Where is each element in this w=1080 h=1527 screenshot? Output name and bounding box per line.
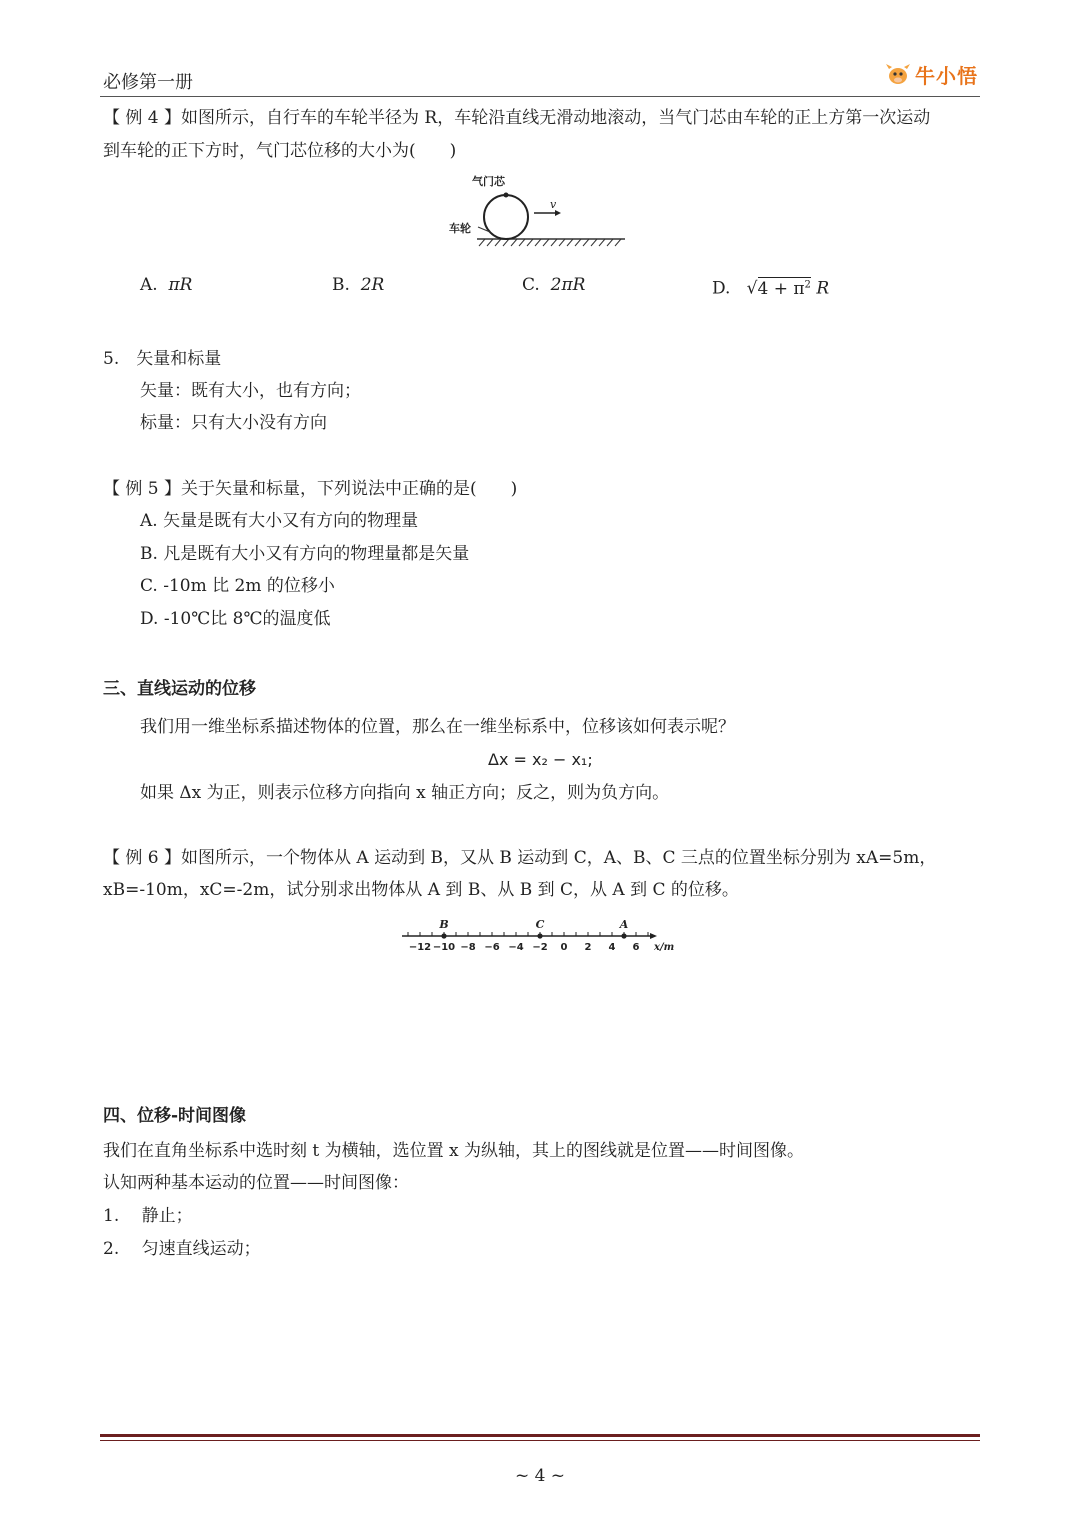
axis-tick-label: −8 <box>460 942 476 953</box>
example-5-question: 【 例 5 】关于矢量和标量，下列说法中正确的是( ) <box>103 479 518 499</box>
page-number: ~ 4 ~ <box>514 1466 566 1486</box>
axis-tick-label: −10 <box>432 942 456 953</box>
axis-tick-label: −6 <box>484 942 500 953</box>
example-5-option-b: B. 凡是既有大小又有方向的物理量都是矢量 <box>140 544 470 564</box>
section-4-item-1: 1. 静止； <box>103 1206 193 1226</box>
example-6-line1: 【 例 6 】如图所示，一个物体从 A 运动到 B，又从 B 运动到 C，A、B、C 三点的位置坐标分别为 xA=5m， <box>103 848 937 868</box>
axis-arrow-icon <box>650 933 657 939</box>
brand-logo <box>885 60 978 88</box>
axis-tick-label: 4 <box>608 942 616 953</box>
header-rule <box>100 96 980 97</box>
velocity-label: v <box>550 198 557 211</box>
example-5-option-c: C. -10m 比 2m 的位移小 <box>140 576 335 596</box>
example-5-option-a: A. 矢量是既有大小又有方向的物理量 <box>140 511 419 531</box>
point-a-label: A <box>619 918 629 931</box>
axis-unit-label: x/m <box>654 942 675 953</box>
section-3-intro: 我们用一维坐标系描述物体的位置，那么在一维坐标系中，位移该如何表示呢？ <box>140 717 735 737</box>
valve-dot <box>504 193 509 198</box>
example-6-line2: xB=-10m，xC=-2m，试分别求出物体从 A 到 B、从 B 到 C，从 A 到 C 的位移。 <box>103 880 739 900</box>
section-4-line1: 我们在直角坐标系中选时刻 t 为横轴，选位置 x 为纵轴，其上的图线就是位置——时间图像。 <box>103 1141 805 1161</box>
axis-tick-label: −4 <box>508 942 524 953</box>
section-3-note: 如果 Δx 为正，则表示位移方向指向 x 轴正方向；反之，则为负方向。 <box>140 783 670 803</box>
option-b: B. 2R <box>332 275 385 295</box>
footer-rule-thick <box>100 1434 980 1437</box>
page-header-title: 必修第一册 <box>103 72 193 93</box>
vector-definition: 矢量：既有大小，也有方向； <box>140 381 361 401</box>
wheel-label: 车轮 <box>449 222 471 235</box>
example-4-line2: 到车轮的正下方时，气门芯位移的大小为( ) <box>103 141 457 161</box>
scalar-definition: 标量：只有大小没有方向 <box>140 413 327 433</box>
valve-label: 气门芯 <box>472 175 505 188</box>
axis-tick-label: 6 <box>632 942 640 953</box>
axis-tick-label: −12 <box>408 942 432 953</box>
point-c-label: C <box>535 918 545 931</box>
axis-tick-label: 0 <box>560 942 568 953</box>
option-a: A. πR <box>140 275 193 295</box>
axis-tick-label: −2 <box>532 942 548 953</box>
example-4-line1 <box>103 105 930 131</box>
cow-mascot-icon <box>885 61 911 87</box>
example-6-label: 【 例 6 】 <box>103 848 182 868</box>
example-4-label: 【 例 4 】 <box>103 108 182 128</box>
footer-rule-thin <box>100 1440 980 1441</box>
option-c: C. 2πR <box>522 275 586 295</box>
section-4-line2: 认知两种基本运动的位置——时间图像： <box>103 1173 409 1193</box>
section-4-title: 四、位移-时间图像 <box>103 1106 247 1126</box>
number-line-figure <box>398 916 683 958</box>
section-5-title: 5. 矢量和标量 <box>103 349 222 369</box>
section-3-title: 三、直线运动的位移 <box>103 679 256 699</box>
wheel-circle <box>484 195 528 239</box>
option-d: D. $√4 + \pi^2$ R <box>712 278 830 299</box>
point-b-label: B <box>439 918 449 931</box>
radical-icon: √ <box>746 278 758 299</box>
example-5-label: 【 例 5 】 <box>103 479 182 499</box>
point-c-dot <box>537 933 542 938</box>
example-4-text: 如图所示，自行车的车轮半径为 R，车轮沿直线无滑动地滚动，当气门芯由车轮的正上方第一次运动 <box>181 108 931 128</box>
example-5-option-d: D. -10℃比 8℃的温度低 <box>140 609 331 629</box>
point-b-dot <box>441 933 446 938</box>
axis-tick-label: 2 <box>584 942 592 953</box>
wheel-figure <box>445 170 635 252</box>
displacement-formula: Δx = x₂ − x₁; <box>488 750 593 769</box>
section-4-item-2: 2. 匀速直线运动； <box>103 1239 261 1259</box>
point-a-dot <box>621 933 626 938</box>
logo-text: 牛小悟 <box>915 63 978 88</box>
